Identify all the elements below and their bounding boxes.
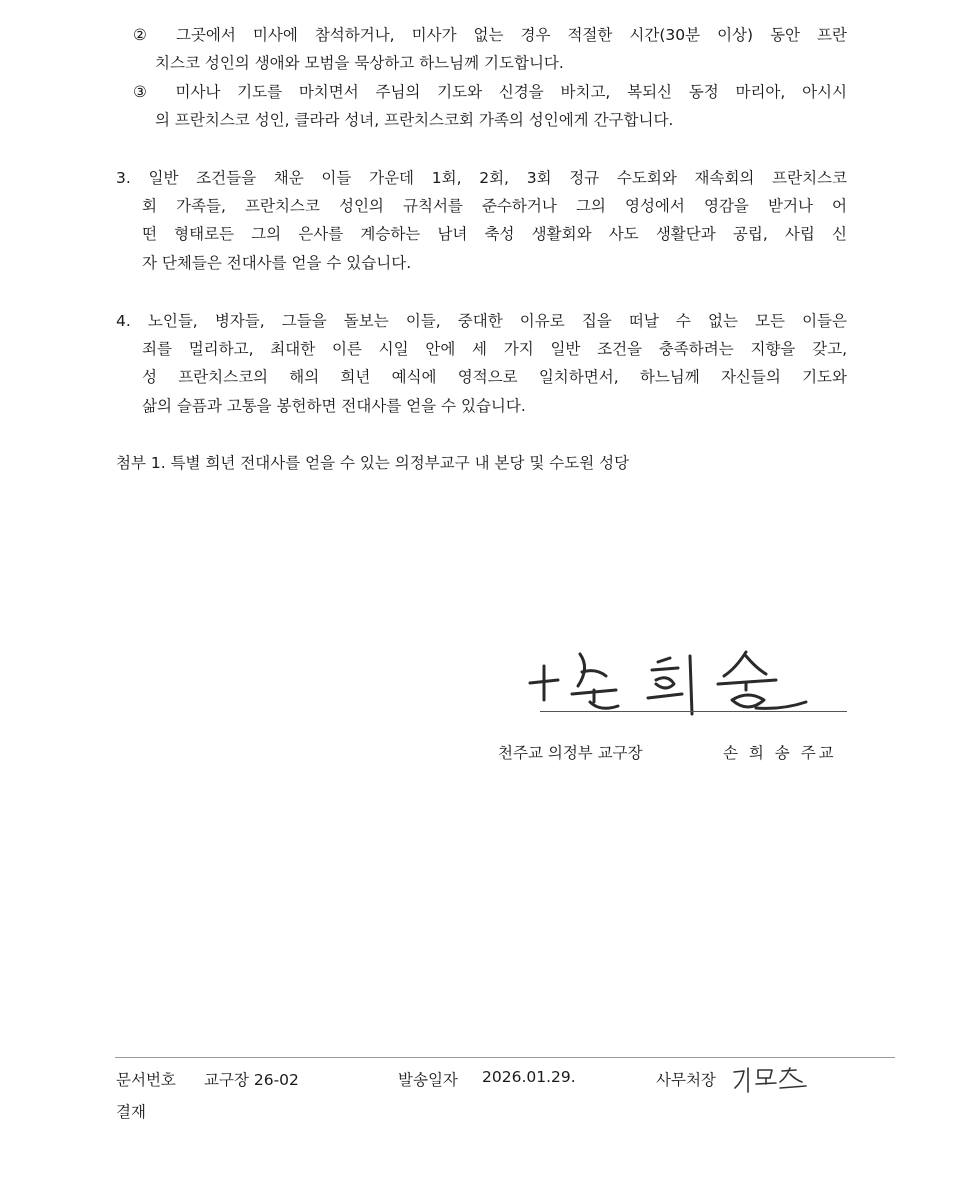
send-date-value: 2026.01.29. bbox=[482, 1068, 576, 1086]
item2-sub3-line2: 의 프란치스코 성인, 클라라 성녀, 프란치스코회 가족의 성인에게 간구합니다. bbox=[155, 111, 674, 129]
bishop-signature-image bbox=[520, 628, 840, 723]
item3-line1: 3. 일반 조건들을 채운 이들 가운데 1회, 2회, 3회 정규 수도회와 재속회의 프란치스코 bbox=[116, 169, 847, 187]
signature-title: 천주교 의정부 교구장 bbox=[498, 744, 643, 762]
item3-line3: 떤 형태로든 그의 은사를 계승하는 남녀 축성 생활회와 사도 생활단과 공립, 사립 신 bbox=[142, 225, 847, 243]
signature-underline bbox=[540, 711, 847, 712]
footer-divider bbox=[115, 1057, 895, 1058]
doc-number-label: 문서번호 bbox=[116, 1071, 176, 1089]
approval-label: 결재 bbox=[116, 1103, 146, 1121]
item4-line3: 성 프란치스코의 해의 희년 예식에 영적으로 일치하면서, 하느님께 자신들의 기도와 bbox=[142, 368, 847, 386]
attachment-line: 첨부 1. 특별 희년 전대사를 얻을 수 있는 의정부교구 내 본당 및 수도원 성당 bbox=[116, 454, 630, 472]
item2-sub2-line2: 치스코 성인의 생애와 모범을 묵상하고 하느님께 기도합니다. bbox=[155, 54, 564, 72]
item3-line2: 회 가족들, 프란치스코 성인의 규칙서를 준수하거나 그의 영성에서 영감을 받거나 어 bbox=[142, 197, 847, 215]
item4-line4: 삶의 슬픔과 고통을 봉헌하면 전대사를 얻을 수 있습니다. bbox=[142, 397, 526, 415]
doc-number-value: 교구장 26-02 bbox=[204, 1071, 299, 1089]
signature-name: 손 희 송 주교 bbox=[723, 744, 837, 762]
secretary-signature-image bbox=[730, 1062, 810, 1096]
item2-sub3-line1: ③ 미사나 기도를 마치면서 주님의 기도와 신경을 바치고, 복되신 동정 마리아, 아시시 bbox=[133, 83, 847, 101]
item2-sub2-line1: ② 그곳에서 미사에 참석하거나, 미사가 없는 경우 적절한 시간(30분 이상) 동안 프란 bbox=[133, 26, 847, 44]
item4-line1: 4. 노인들, 병자들, 그들을 돌보는 이들, 중대한 이유로 집을 떠날 수 없는 모든 이들은 bbox=[116, 312, 847, 330]
secretary-label: 사무처장 bbox=[656, 1071, 716, 1089]
send-date-label: 발송일자 bbox=[398, 1071, 458, 1089]
item4-line2: 죄를 멀리하고, 최대한 이른 시일 안에 세 가지 일반 조건을 충족하려는 지향을 갖고, bbox=[142, 340, 847, 358]
item3-line4: 자 단체들은 전대사를 얻을 수 있습니다. bbox=[142, 254, 412, 272]
